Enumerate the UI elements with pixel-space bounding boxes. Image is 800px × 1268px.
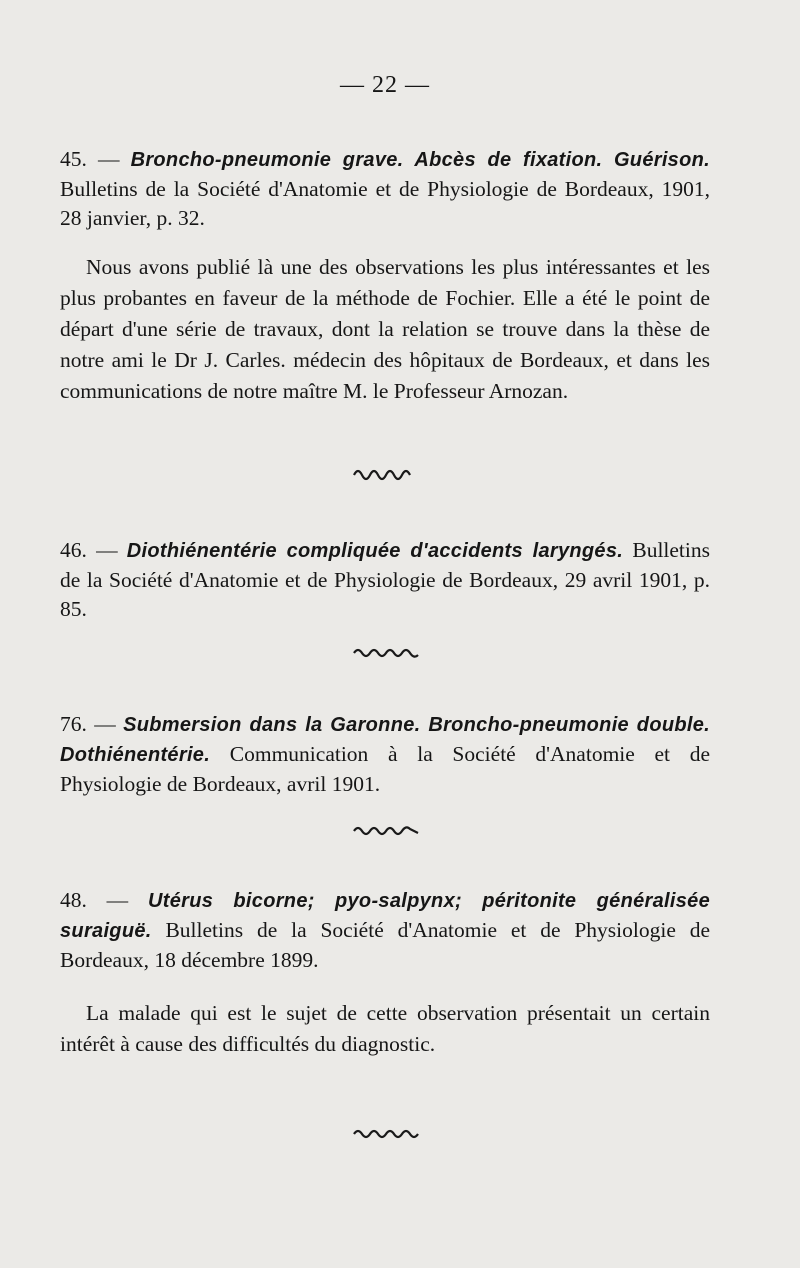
paragraph-observation-45: Nous avons publié là une des observations les plus intéressantes et les plus probantes en faveur de la méthode de Fochier. Elle a été le point de départ d'une série de travaux, dont la relation se trouve dans la thèse de notre ami le Dr J. Carles. médecin des hôpitaux de Bordeaux, et dans les communications de notre maître M. le Professeur Arnozan. [60, 255, 710, 403]
entry-title: Diothiénentérie compliquée d'accidents laryngés. [126, 540, 624, 562]
wavy-divider [0, 1126, 800, 1146]
entry-number: 45. [60, 147, 87, 171]
entry-dash: — [86, 712, 124, 736]
entry-dash: — [86, 538, 127, 562]
entry-citation: Bulletins de la Société d'Anatomie et de Physiologie de Bordeaux, 18 décembre 1899. [60, 918, 710, 972]
wavy-divider [0, 465, 800, 485]
wavy-divider [0, 823, 800, 843]
entry-citation: Communication à la Société d'Anatomie et de Physiologie de Bordeaux, avril 1901. [60, 742, 710, 796]
entry-number: 46. [60, 538, 87, 562]
entry-dash: — [86, 888, 148, 912]
page-number: — 22 — [340, 72, 430, 98]
entry-citation: Bulletins de la Société d'Anatomie et de Physiologie de Bordeaux, 29 avril 1901, p. 85. [60, 538, 710, 621]
wavy-divider [0, 645, 800, 665]
entry-number: 76. [60, 712, 87, 736]
bibliography-entry-46 [60, 536, 710, 624]
entry-dash: — [86, 147, 131, 171]
bibliography-entry-48 [60, 886, 710, 975]
entry-title: Submersion dans la Garonne. Broncho-pneumonie double. Dothiénentérie. [60, 714, 711, 766]
paragraph-observation-48: La malade qui est le sujet de cette observation présentait un certain intérêt à cause des difficultés du diagnostic. [60, 1001, 710, 1056]
entry-title: Utérus bicorne; pyo-salpynx; péritonite généralisée suraiguë. [60, 890, 710, 942]
bibliography-entry-76 [60, 710, 710, 799]
entry-title: Broncho-pneumonie grave. Abcès de fixation. Guérison. [130, 149, 710, 171]
entry-citation: Bulletins de la Société d'Anatomie et de Physiologie de Bordeaux, 1901, 28 janvier, p. 32. [60, 177, 710, 230]
bibliography-entry-45 [60, 145, 710, 233]
entry-number: 48. [60, 888, 87, 912]
